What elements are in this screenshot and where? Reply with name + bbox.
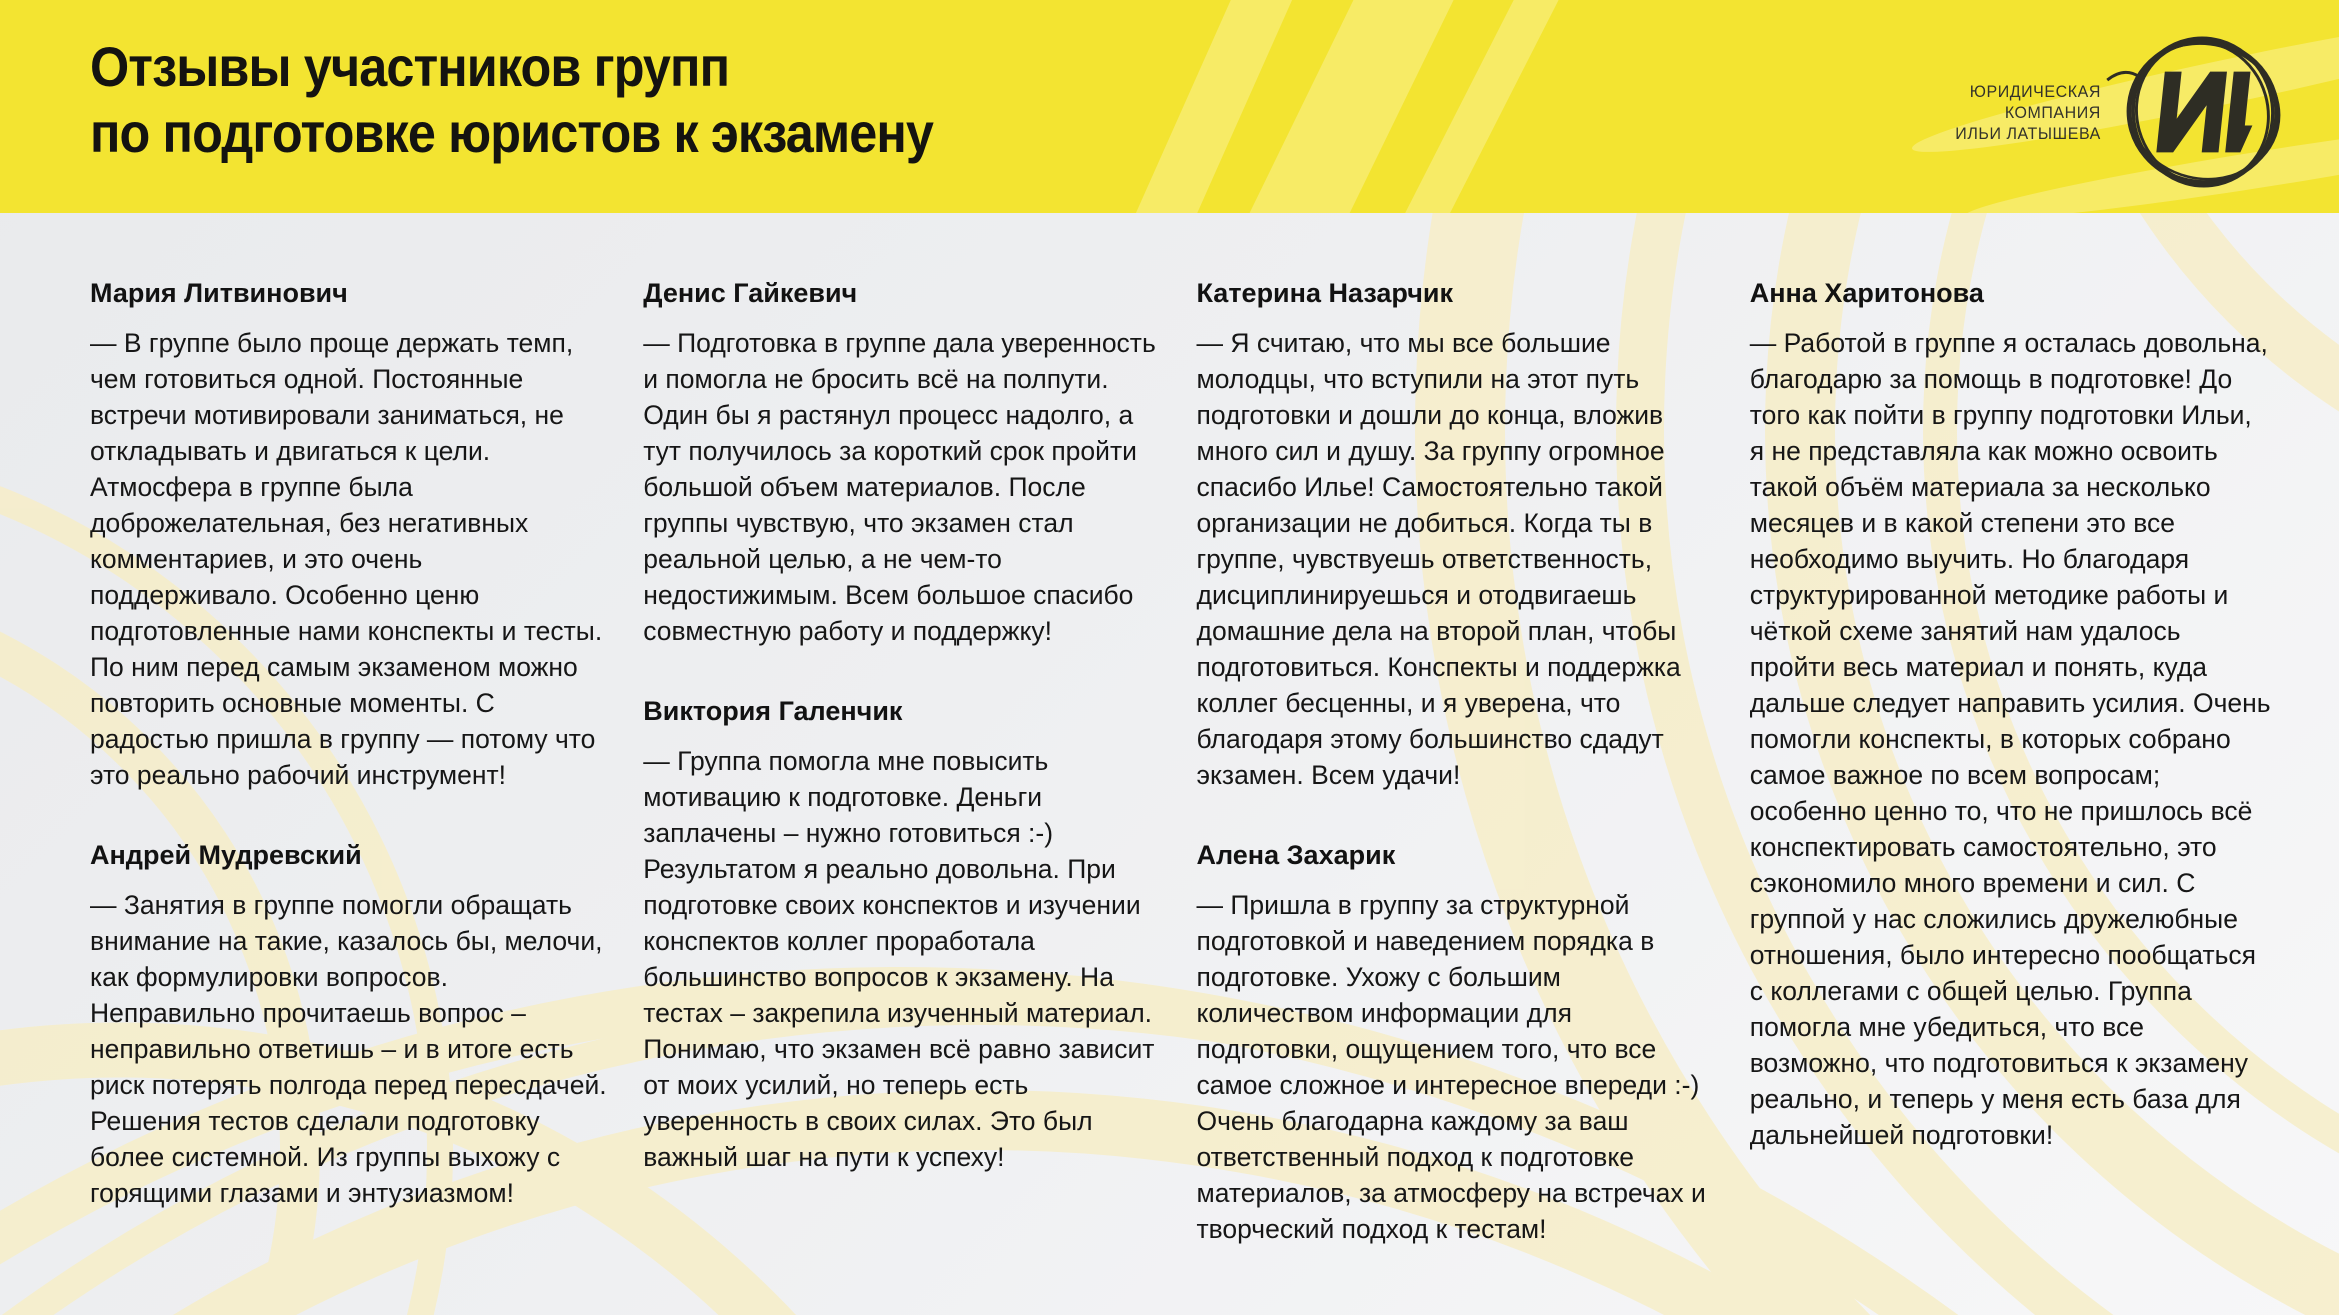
testimonial-column-4 (1750, 277, 2273, 1293)
testimonial-author: Анна Харитонова (1749, 278, 1984, 308)
testimonial (643, 695, 1166, 1175)
testimonial-text: — Занятия в группе помогли обращать внимание на такие, казалось бы, мелочи, как формулировки вопросов. Неправильно прочитаешь вопрос – неправильно ответишь – и в итоге есть риск потерять полгода перед пересдачей. Решения тестов сделали подготовку более системной. Из группы выхожу с горящими глазами и энтузиазмом! (90, 890, 607, 1208)
testimonial-author: Катерина Назарчик (1196, 278, 1454, 308)
testimonial-column-1 (90, 277, 613, 1293)
logo-text-line1: ЮРИДИЧЕСКАЯ (1969, 81, 2101, 101)
testimonial (90, 277, 613, 793)
testimonial-column-3 (1197, 277, 1720, 1293)
page-title-line2: по подготовке юристов к экзамену (90, 101, 934, 164)
testimonial-text: — Работой в группе я осталась довольна, благодарю за помощь в подготовке! До того как пойти в группу подготовки Ильи, я не представляла как можно освоить такой объём материала за несколько месяцев и в какой степени это все необходимо выучить. Но благодаря структурированной методике работы и чёткой схеме занятий нам удалось пройти весь материал и понять, куда дальше следует направить усилия. Очень помогли конспекты, в которых собрано самое важное по всем вопросам; особенно ценно то, что не пришлось всё конспектировать самостоятельно, это сэкономило много времени и сил. С группой у нас сложились дружелюбные отношения, было интересно пообщаться с коллегами с общей целью. Группа помогла мне убедиться, что все возможно, что подготовиться к экзамену реально, и теперь у меня есть база для дальнейшей подготовки! (1749, 328, 2271, 1150)
testimonial (1197, 277, 1720, 793)
testimonial-text: — Группа помогла мне повысить мотивацию к подготовке. Деньги заплачены – нужно готовиться :-) Результатом я реально довольна. При подготовке своих конспектов и изучении конспектов коллег проработала большинство вопросов к экзамену. На тестах – закрепила изученный материал. Понимаю, что экзамен всё равно зависит от моих усилий, но теперь есть уверенность в своих силах. Это был важный шаг на пути к успеху! (643, 746, 1155, 1172)
testimonial-author: Алена Захарик (1196, 840, 1396, 870)
testimonial-text: — Подготовка в группе дала уверенность и помогла не бросить всё на полпути. Один бы я растянул процесс надолго, а тут получилось за короткий срок пройти большой объем материалов. После группы чувствую, что экзамен стал реальной целью, а не чем-то недостижимым. Всем большое спасибо совместную работу и поддержку! (643, 328, 1156, 646)
testimonial (1197, 839, 1720, 1247)
testimonial-author: Мария Литвинович (90, 278, 348, 308)
testimonial-column-2 (643, 277, 1166, 1293)
page-title (90, 34, 933, 166)
testimonial-text: — Пришла в группу за структурной подготовкой и наведением порядка в подготовке. Ухожу с большим количеством информации для подготовки, ощущением того, что все самое сложное и интересное впереди :-) Очень благодарна каждому за ваш ответственный подход к подготовке материалов, за атмосферу на встречах и творческий подход к тестам! (1196, 890, 1706, 1244)
testimonial-text: — В группе было проще держать темп, чем готовиться одной. Постоянные встречи мотивировали заниматься, не откладывать и двигаться к цели. Атмосфера в группе была доброжелательная, без негативных комментариев, и это очень поддерживало. Особенно ценю подготовленные нами конспекты и тесты. По ним перед самым экзаменом можно повторить основные моменты. С радостью пришла в группу — потому что это реально рабочий инструмент! (90, 328, 603, 790)
testimonial-author: Виктория Галенчик (643, 696, 903, 726)
header-band (0, 0, 2339, 213)
testimonials-grid (0, 213, 2339, 1293)
logo-text-line3: ИЛЬИ ЛАТЫШЕВА (1955, 123, 2101, 143)
testimonial-author: Андрей Мудревский (90, 840, 362, 870)
company-logo-text (1955, 81, 2101, 144)
testimonial-author: Денис Гайкевич (643, 278, 858, 308)
company-logo (1946, 28, 2287, 196)
logo-emblem-icon (2119, 28, 2287, 196)
page-title-line1: Отзывы участников групп (90, 35, 730, 98)
logo-text-line2: КОМПАНИЯ (2004, 102, 2101, 122)
testimonial (90, 839, 613, 1211)
testimonial (643, 277, 1166, 649)
testimonial-text: — Я считаю, что мы все большие молодцы, что вступили на этот путь подготовки и дошли до конца, вложив много сил и душу. За группу огромное спасибо Илье! Самостоятельно такой организации не добиться. Когда ты в группе, чувствуешь ответственность, дисциплинируешься и отодвигаешь домашние дела на второй план, чтобы подготовиться. Конспекты и поддержка коллег бесценны, и я уверена, что благодаря этому большинство сдадут экзамен. Всем удачи! (1196, 328, 1681, 790)
testimonial (1750, 277, 2273, 1153)
